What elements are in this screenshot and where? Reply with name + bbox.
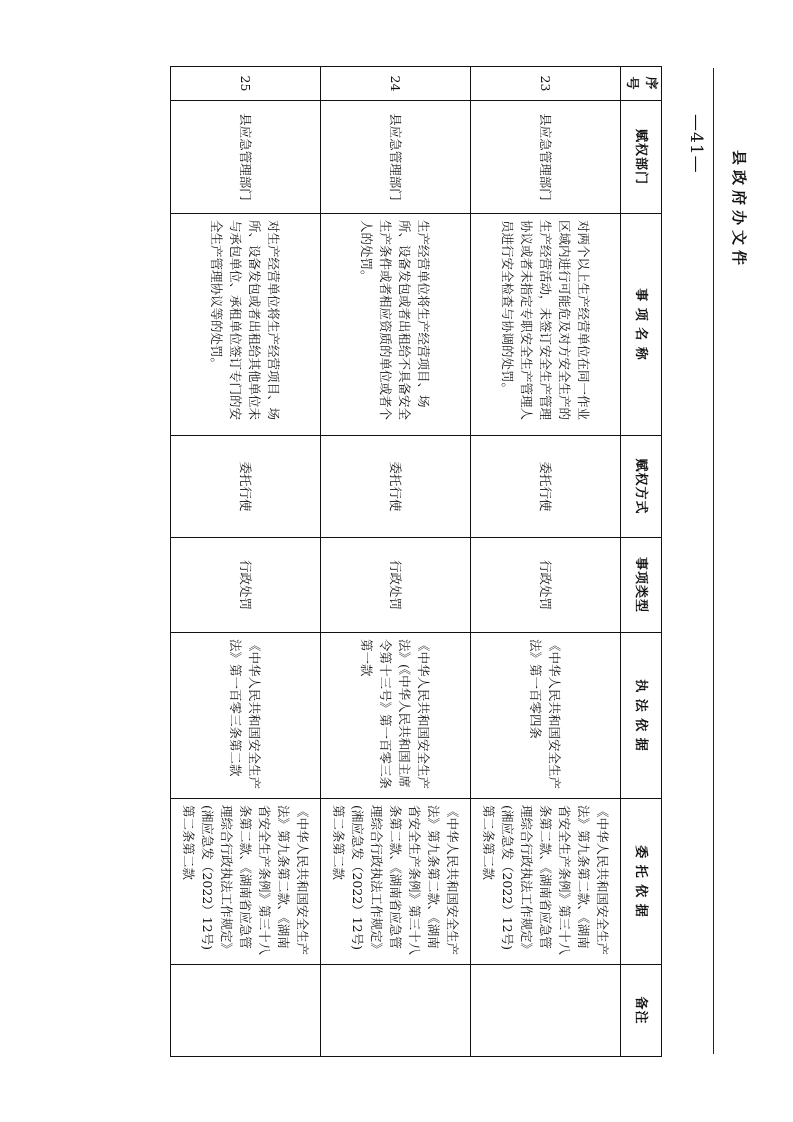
column-header-department: 赋权部门 [621, 101, 662, 214]
cell-department: 县应急管理部门 [321, 101, 471, 214]
cell-item-name: 生产经营单位将生产经营项目、场所、设备发包或者出租给不具备安全生产条件或者相应资质的单位或者个人的处罚。 [321, 214, 471, 436]
cell-number: 24 [321, 67, 471, 101]
delegation-table-wrapper [170, 66, 662, 1056]
cell-notes [321, 965, 471, 1057]
column-header-item-name: 事 项 名 称 [621, 214, 662, 436]
page-number: —41— [686, 114, 706, 174]
cell-number: 23 [471, 67, 621, 101]
cell-enforcement-basis: 《中华人民共和国安全生产法》(《中华人民共和国主席令第十三号》第一百零三条第一款 [321, 633, 471, 799]
column-header-notes: 备注 [621, 965, 662, 1057]
cell-delegation-mode: 委托行使 [471, 436, 621, 538]
table-row [171, 67, 321, 1057]
cell-enforcement-basis: 《中华人民共和国安全生产法》第一百零三条第二款 [171, 633, 321, 799]
cell-department: 县应急管理部门 [471, 101, 621, 214]
column-header-item-type: 事项类型 [621, 538, 662, 633]
column-header-entrustment-basis: 委 托 依 据 [621, 799, 662, 965]
cell-entrustment-basis: 《中华人民共和国安全生产法》第九条第二款、《湖南省安全生产条例》第三十八条第二款、《湖南省应急管理综合行政执法工作规定》(湘应急发（2022）12号)第二条第二款 [321, 799, 471, 965]
table-row [321, 67, 471, 1057]
cell-number: 25 [171, 67, 321, 101]
cell-entrustment-basis: 《中华人民共和国安全生产法》第九条第二款、《湖南省安全生产条例》第三十八条第二款、《湖南省应急管理综合行政执法工作规定》(湘应急发（2022）12号)第二条第二款 [171, 799, 321, 965]
cell-item-type: 行政处罚 [171, 538, 321, 633]
delegation-table [170, 66, 662, 1057]
cell-notes [471, 965, 621, 1057]
cell-delegation-mode: 委托行使 [321, 436, 471, 538]
cell-item-type: 行政处罚 [471, 538, 621, 633]
cell-item-name: 对生产经营单位将生产经营项目、场所、设备发包或者出租给其他单位未与承包单位、承租单位签订专门的安全生产管理协议等的处罚。 [171, 214, 321, 436]
column-header-number: 序号 [621, 67, 662, 101]
document-header-title: 县政府办文件 [730, 150, 748, 271]
table-row [471, 67, 621, 1057]
cell-notes [171, 965, 321, 1057]
header-rule [713, 68, 714, 1054]
cell-delegation-mode: 委托行使 [171, 436, 321, 538]
cell-department: 县应急管理部门 [171, 101, 321, 214]
table-header-row [621, 67, 662, 1057]
cell-entrustment-basis: 《中华人民共和国安全生产法》第九条第二款、《湖南省安全生产条例》第三十八条第二款、《湖南省应急管理综合行政执法工作规定》(湘应急发（2022）12号)第二条第二款 [471, 799, 621, 965]
cell-enforcement-basis: 《中华人民共和国安全生产法》第一百零四条 [471, 633, 621, 799]
column-header-delegation-mode: 赋权方式 [621, 436, 662, 538]
column-header-enforcement-basis: 执 法 依 据 [621, 633, 662, 799]
cell-item-type: 行政处罚 [321, 538, 471, 633]
cell-item-name: 对两个以上生产经营单位在同一作业区域内进行可能危及对方安全生产的生产经营活动，未签订安全生产管理协议或者未指定专职安全生产管理人员进行安全检查与协调的处罚。 [471, 214, 621, 436]
